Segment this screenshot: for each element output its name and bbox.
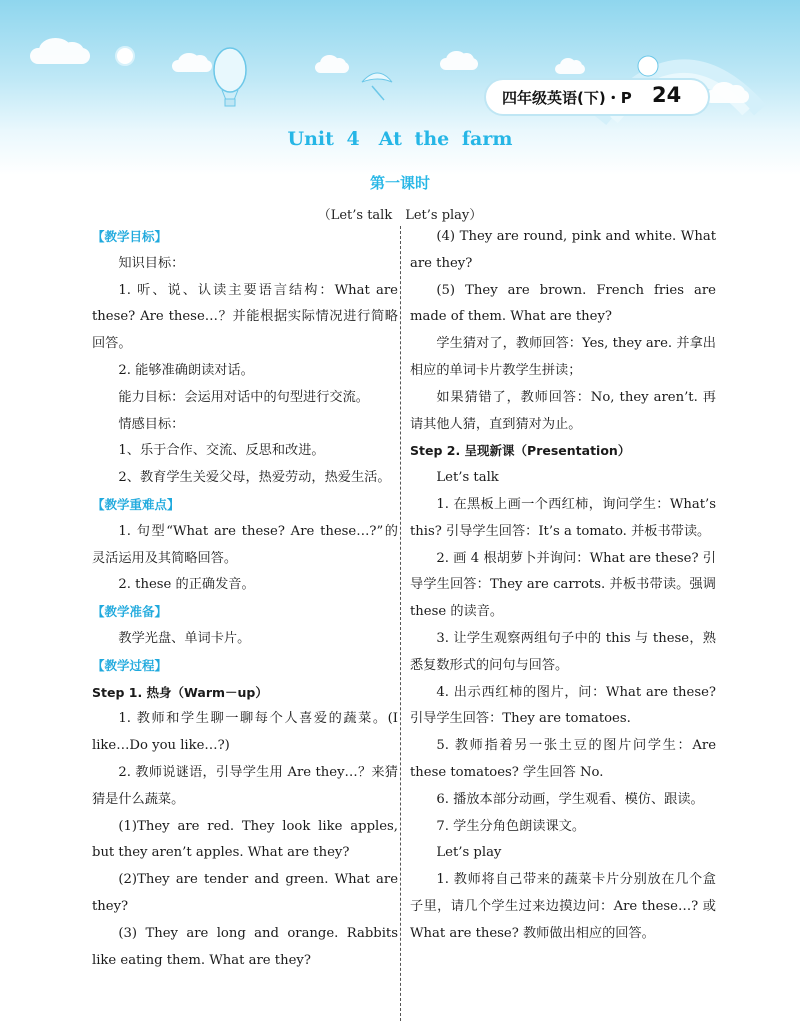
paragraph: Let’s play: [436, 845, 502, 861]
paragraph: 4. 出示西红柿的图片，问：What are these? 引导学生回答：They are tomatoes.: [410, 684, 716, 727]
column-divider: [400, 226, 401, 1021]
paragraph: 情感目标：: [118, 416, 185, 432]
paragraph: 5. 教师指着另一张土豆的图片问学生：Are these tomatoes? 学生回答 No.: [410, 738, 716, 780]
bird-icon: [362, 73, 392, 100]
step-heading: Step 1. 热身（Warm－up）: [92, 684, 268, 700]
left-column: [92, 224, 398, 974]
paragraph: (4) They are round, pink and white. What are they?: [410, 229, 716, 271]
paragraph: (3) They are long and orange. Rabbits like eating them. What are they?: [92, 925, 398, 968]
paragraph: 1、乐于合作、交流、反思和改进。: [118, 443, 325, 459]
paragraph: 7. 学生分角色朗读课文。: [436, 818, 586, 834]
cloud-decoration: [30, 48, 90, 64]
paragraph: 能力目标：会运用对话中的句型进行交流。: [118, 389, 369, 405]
right-column: [410, 224, 716, 948]
paragraph: (5) They are brown. French fries are made of them. What are they?: [410, 282, 716, 325]
paragraph: 2、教育学生关爱父母，热爱劳动，热爱生活。: [118, 470, 391, 486]
paragraph: 1. 教师将自己带来的蔬菜卡片分别放在几个盒子里，请几个学生过来边摸边问：Are these…? 或 What are these? 教师做出相应的回答。: [410, 872, 716, 941]
paragraph: Let’s talk: [436, 470, 499, 486]
paragraph: (2)They are tender and green. What are they?: [92, 872, 398, 914]
cloud-decoration: [172, 60, 212, 72]
cloud-decoration: [315, 62, 349, 73]
cloud-decoration: [440, 58, 478, 70]
paragraph: 2. 画 4 根胡萝卜并询问：What are these? 引导学生回答：They are carrots. 并板书带读。强调 these 的读音。: [410, 550, 716, 620]
paragraph: 1. 句型“What are these? Are these…?”的灵活运用及其简略回答。: [92, 523, 398, 566]
paragraph: 如果猜错了，教师回答：No, they aren’t. 再请其他人猜，直到猜对为止。: [410, 389, 716, 432]
step-heading: Step 2. 呈现新课（Presentation）: [410, 443, 631, 459]
unit-title: Unit 4 At the farm: [287, 128, 513, 150]
grade-label: 四年级英语(下)・P: [502, 89, 632, 107]
sun-icon: [116, 47, 134, 65]
paragraph: 2. these 的正确发音。: [118, 577, 255, 593]
page-number: 24: [652, 83, 682, 107]
section-heading: 【教学准备】: [92, 604, 168, 620]
hot-air-balloon-icon: [214, 48, 246, 106]
section-heading: 【教学过程】: [92, 657, 168, 673]
paragraph: 学生猜对了，教师回答：Yes, they are. 并拿出相应的单词卡片教学生拼读；: [410, 336, 716, 378]
cloud-decoration: [555, 64, 585, 74]
paragraph: 2. 教师说谜语，引导学生用 Are they…？来猜猜是什么蔬菜。: [92, 764, 398, 807]
paragraph: 2. 能够准确朗读对话。: [118, 362, 254, 378]
section-heading: 【教学重难点】: [92, 496, 180, 512]
paragraph: 教学光盘、单词卡片。: [118, 630, 251, 646]
paragraph: 1. 听、说、认读主要语言结构：What are these? Are these…？并能根据实际情况进行简略回答。: [92, 282, 398, 352]
section-heading: 【教学目标】: [92, 229, 168, 244]
paragraph: 3. 让学生观察两组句子中的 this 与 these，熟悉复数形式的问句与回答。: [410, 630, 716, 673]
page-badge: [486, 80, 708, 114]
paragraph: 知识目标：: [118, 255, 185, 271]
paragraph: 1. 在黑板上画一个西红柿，询问学生：What’s this? 引导学生回答：It’s a tomato. 并板书带读。: [410, 496, 716, 539]
paragraph: 6. 播放本部分动画，学生观看、模仿、跟读。: [436, 791, 704, 807]
lesson-title: 第一课时: [369, 174, 430, 192]
lesson-subtitle: （Let’s talk Let’s play）: [317, 208, 483, 223]
paragraph: (1)They are red. They look like apples, but they aren’t apples. What are they?: [92, 818, 398, 861]
paragraph: 1. 教师和学生聊一聊每个人喜爱的蔬菜。(I like…Do you like…?): [92, 711, 398, 754]
cloud-decoration: [705, 90, 749, 103]
